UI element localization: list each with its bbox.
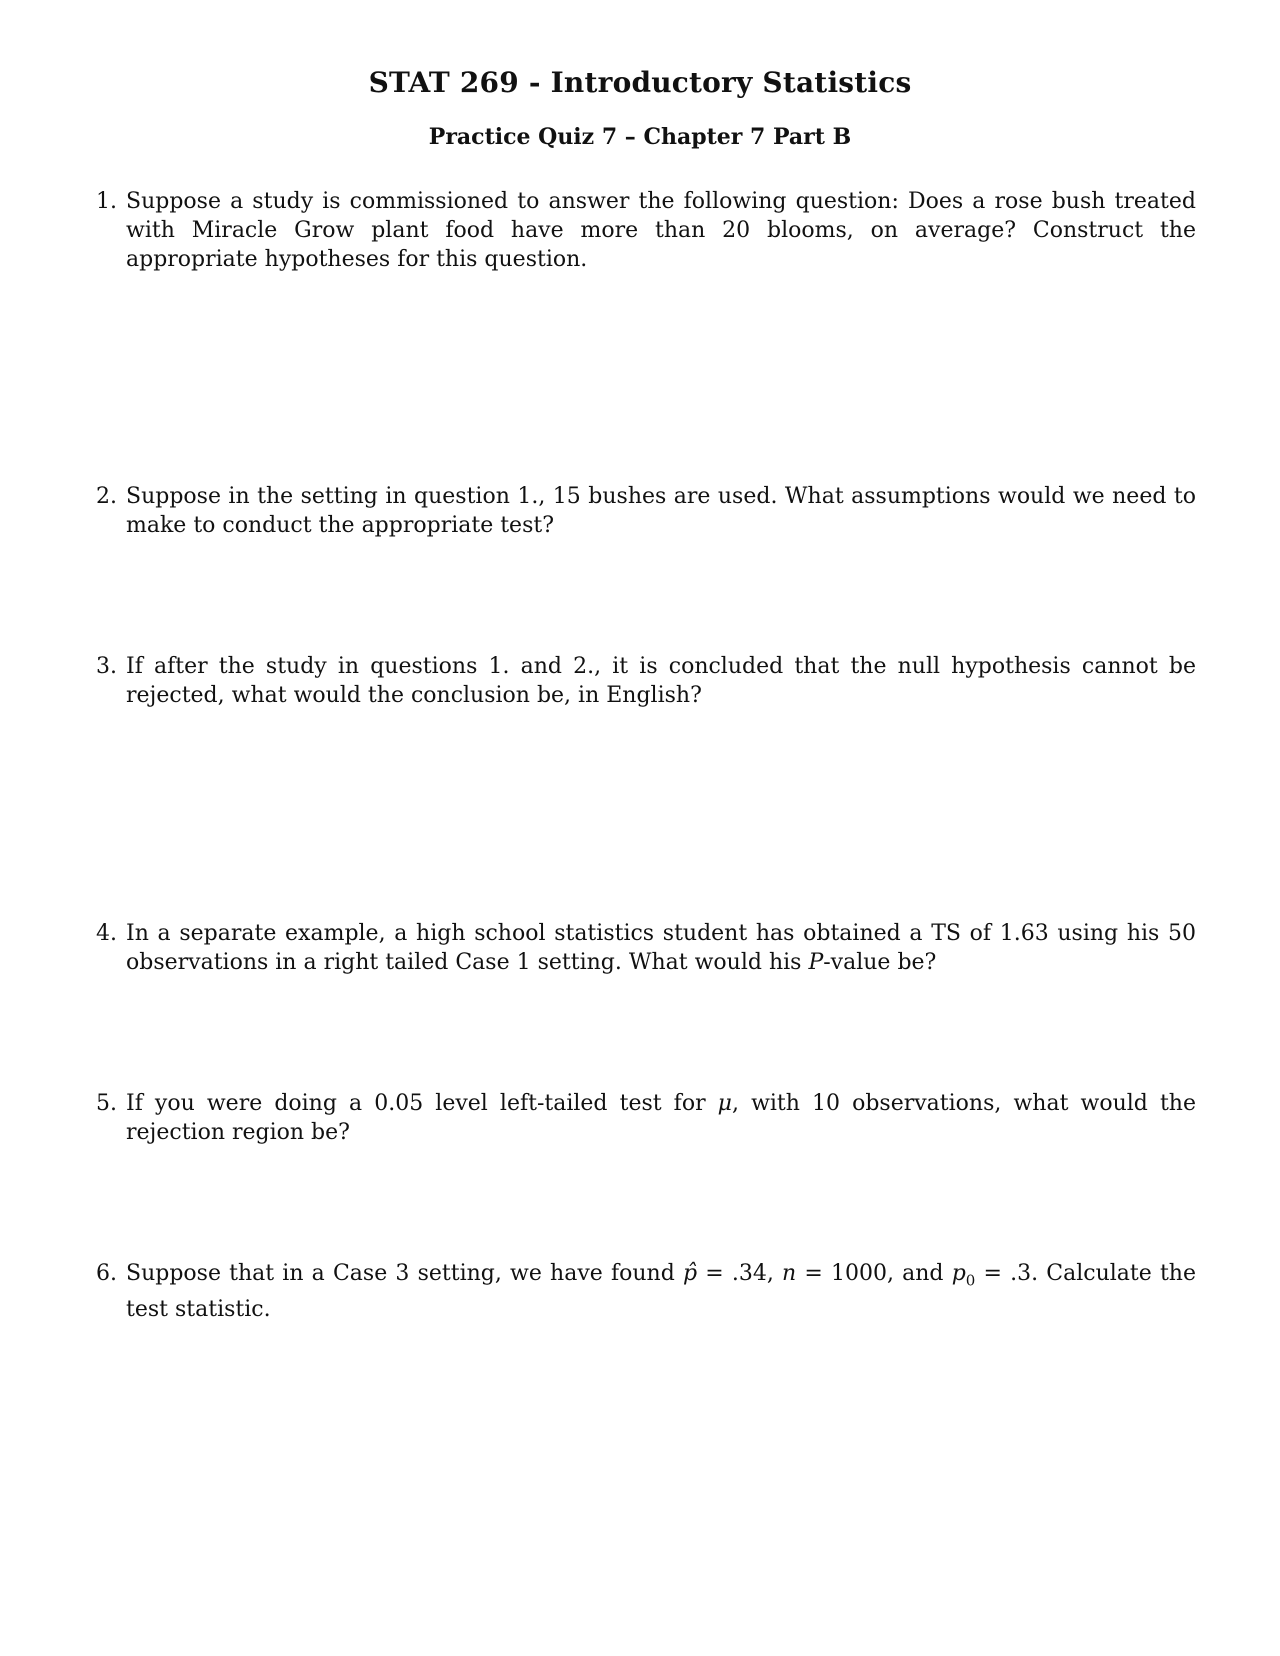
math-symbol-mu: μ xyxy=(717,1091,732,1116)
math-symbol-n: n xyxy=(782,1261,797,1286)
question-text xyxy=(126,1259,1196,1324)
question-number: 6. xyxy=(96,1261,117,1286)
question-text: Suppose in the setting in question 1., 15 bushes are used. What assumptions would we need to make to conduct the appropriate test? xyxy=(126,484,1196,538)
question-text-segment: -value be? xyxy=(823,950,937,975)
math-symbol-p-hat: p̂ xyxy=(682,1261,698,1286)
question-number: 5. xyxy=(96,1091,117,1116)
question-number: 2. xyxy=(96,484,117,509)
question-text-segment: Suppose that in a Case 3 setting, we have found xyxy=(126,1261,683,1286)
question-text: Suppose a study is commissioned to answer the following question: Does a rose bush treated with Miracle Grow plant food have more than 20 blooms, on average? Construct the appropriate hypotheses for this question. xyxy=(126,189,1196,272)
math-subscript-zero: 0 xyxy=(965,1271,976,1290)
page-subtitle: Practice Quiz 7 – Chapter 7 Part B xyxy=(428,124,852,150)
question-3 xyxy=(96,652,1196,710)
question-number: 3. xyxy=(96,654,117,679)
question-text-segment: , with 10 observations, what would the rejection region be? xyxy=(126,1091,1196,1145)
question-text-segment: If you were doing a 0.05 level left-tailed test for xyxy=(126,1091,718,1116)
question-text-segment: = 1000, and xyxy=(796,1261,952,1286)
question-text: If after the study in questions 1. and 2., it is concluded that the null hypothesis cannot be rejected, what would the conclusion be, in English? xyxy=(126,654,1196,708)
question-text xyxy=(126,1089,1196,1147)
question-4 xyxy=(96,919,1196,977)
question-text-segment: In a separate example, a high school statistics student has obtained a TS of 1.63 using his 50 observations in a right tailed Case 1 setting. What would his xyxy=(126,921,1196,975)
question-number: 4. xyxy=(96,921,117,946)
question-text-segment: = .3. Calculate the test statistic. xyxy=(126,1261,1196,1323)
question-5 xyxy=(96,1089,1196,1147)
question-text xyxy=(126,919,1196,977)
question-2 xyxy=(96,482,1196,540)
math-symbol-p: P xyxy=(808,950,824,975)
question-6 xyxy=(96,1259,1196,1324)
math-symbol-p0: p xyxy=(951,1261,966,1286)
question-text-segment: = .34, xyxy=(697,1261,783,1286)
question-1 xyxy=(96,187,1196,274)
page-title: STAT 269 - Introductory Statistics xyxy=(368,66,912,99)
question-number: 1. xyxy=(96,189,117,214)
